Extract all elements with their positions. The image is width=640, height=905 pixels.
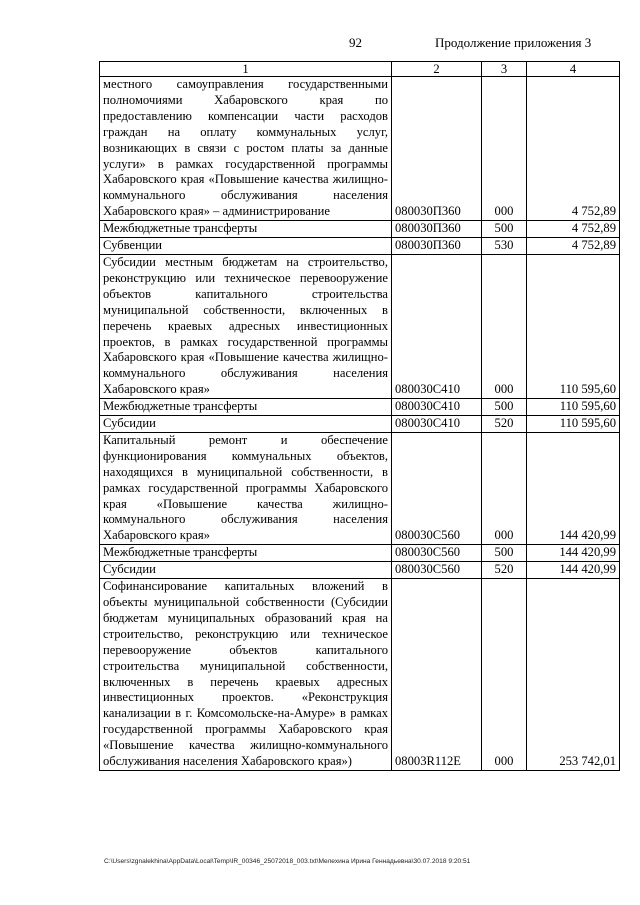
table-row	[100, 579, 620, 771]
table-row	[100, 432, 620, 544]
row-type: 500	[482, 221, 527, 238]
page-number: 92	[349, 35, 362, 50]
row-amount: 144 420,99	[527, 545, 620, 562]
row-type: 500	[482, 399, 527, 416]
row-type: 000	[482, 432, 527, 544]
row-type: 520	[482, 562, 527, 579]
table-row	[100, 238, 620, 255]
row-code: 080030С410	[392, 254, 482, 398]
row-amount: 144 420,99	[527, 432, 620, 544]
column-header: 1	[100, 62, 392, 77]
footer-file-path: C:\Users\zgnalekhina\AppData\Local\Temp\IR_00346_25072018_003.txt\Мелехина Ирина Геннадьевна\30.07.2018 9:20:51	[104, 858, 471, 865]
row-description: Субсидии местным бюджетам на строительство, реконструкцию или техническое перевооружение объектов капитального строительства муниципальной собственности, включенных в перечень краевых адресных инвестиционных проектов, в рамках государственной программы Хабаровского края «Повышение качества жилищно-коммунального обслуживания населения Хабаровского края»	[100, 254, 392, 398]
row-code: 080030С560	[392, 545, 482, 562]
table-header-row	[100, 62, 620, 77]
row-description: Капитальный ремонт и обеспечение функционирования коммунальных объектов, находящихся в муниципальной собственности, в рамках государственной программы Хабаровского края «Повышение качества жилищно-коммунального обслуживания населения Хабаровского края»	[100, 432, 392, 544]
table-row	[100, 221, 620, 238]
row-type: 500	[482, 545, 527, 562]
row-type: 000	[482, 77, 527, 221]
row-amount: 4 752,89	[527, 221, 620, 238]
row-amount: 110 595,60	[527, 416, 620, 433]
table-row	[100, 416, 620, 433]
row-code: 080030П360	[392, 238, 482, 255]
row-description: Субсидии	[100, 562, 392, 579]
table-row	[100, 562, 620, 579]
row-description: Субвенции	[100, 238, 392, 255]
column-header: 4	[527, 62, 620, 77]
row-amount: 110 595,60	[527, 254, 620, 398]
row-type: 530	[482, 238, 527, 255]
row-description: Межбюджетные трансферты	[100, 221, 392, 238]
row-description: местного самоуправления государственными полномочиями Хабаровского края по предоставлению компенсации части расходов граждан на оплату коммунальных услуг, возникающих в связи с ростом платы за данные услуги» в рамках государственной программы Хабаровского края «Повышение качества жилищно-коммунального обслуживания населения Хабаровского края» – администрирование	[100, 77, 392, 221]
row-amount: 4 752,89	[527, 238, 620, 255]
row-amount: 144 420,99	[527, 562, 620, 579]
table-row	[100, 254, 620, 398]
row-description: Субсидии	[100, 416, 392, 433]
row-code: 080030С410	[392, 416, 482, 433]
row-code: 08003R112E	[392, 579, 482, 771]
column-header: 2	[392, 62, 482, 77]
row-type: 000	[482, 579, 527, 771]
row-description: Межбюджетные трансферты	[100, 399, 392, 416]
row-amount: 110 595,60	[527, 399, 620, 416]
budget-table	[99, 61, 620, 771]
row-code: 080030С560	[392, 562, 482, 579]
row-code: 080030С410	[392, 399, 482, 416]
row-description: Софинансирование капитальных вложений в объекты муниципальной собственности (Субсидии бюджетам муниципальных образований края на строительство, реконструкцию или техническое перевооружение объектов капитального строительства муниципальной собственности, включенных в перечень краевых адресных инвестиционных проектов. «Реконструкция канализации в г. Комсомольске-на-Амуре» в рамках государственной программы Хабаровского края «Повышение качества жилищно-коммунального обслуживания населения Хабаровского края»)	[100, 579, 392, 771]
row-type: 520	[482, 416, 527, 433]
row-description: Межбюджетные трансферты	[100, 545, 392, 562]
row-code: 080030С560	[392, 432, 482, 544]
row-amount: 253 742,01	[527, 579, 620, 771]
table-row	[100, 545, 620, 562]
table-row	[100, 399, 620, 416]
table-row	[100, 77, 620, 221]
column-header: 3	[482, 62, 527, 77]
row-code: 080030П360	[392, 221, 482, 238]
row-code: 080030П360	[392, 77, 482, 221]
row-type: 000	[482, 254, 527, 398]
appendix-note: Продолжение приложения 3	[435, 35, 592, 50]
row-amount: 4 752,89	[527, 77, 620, 221]
